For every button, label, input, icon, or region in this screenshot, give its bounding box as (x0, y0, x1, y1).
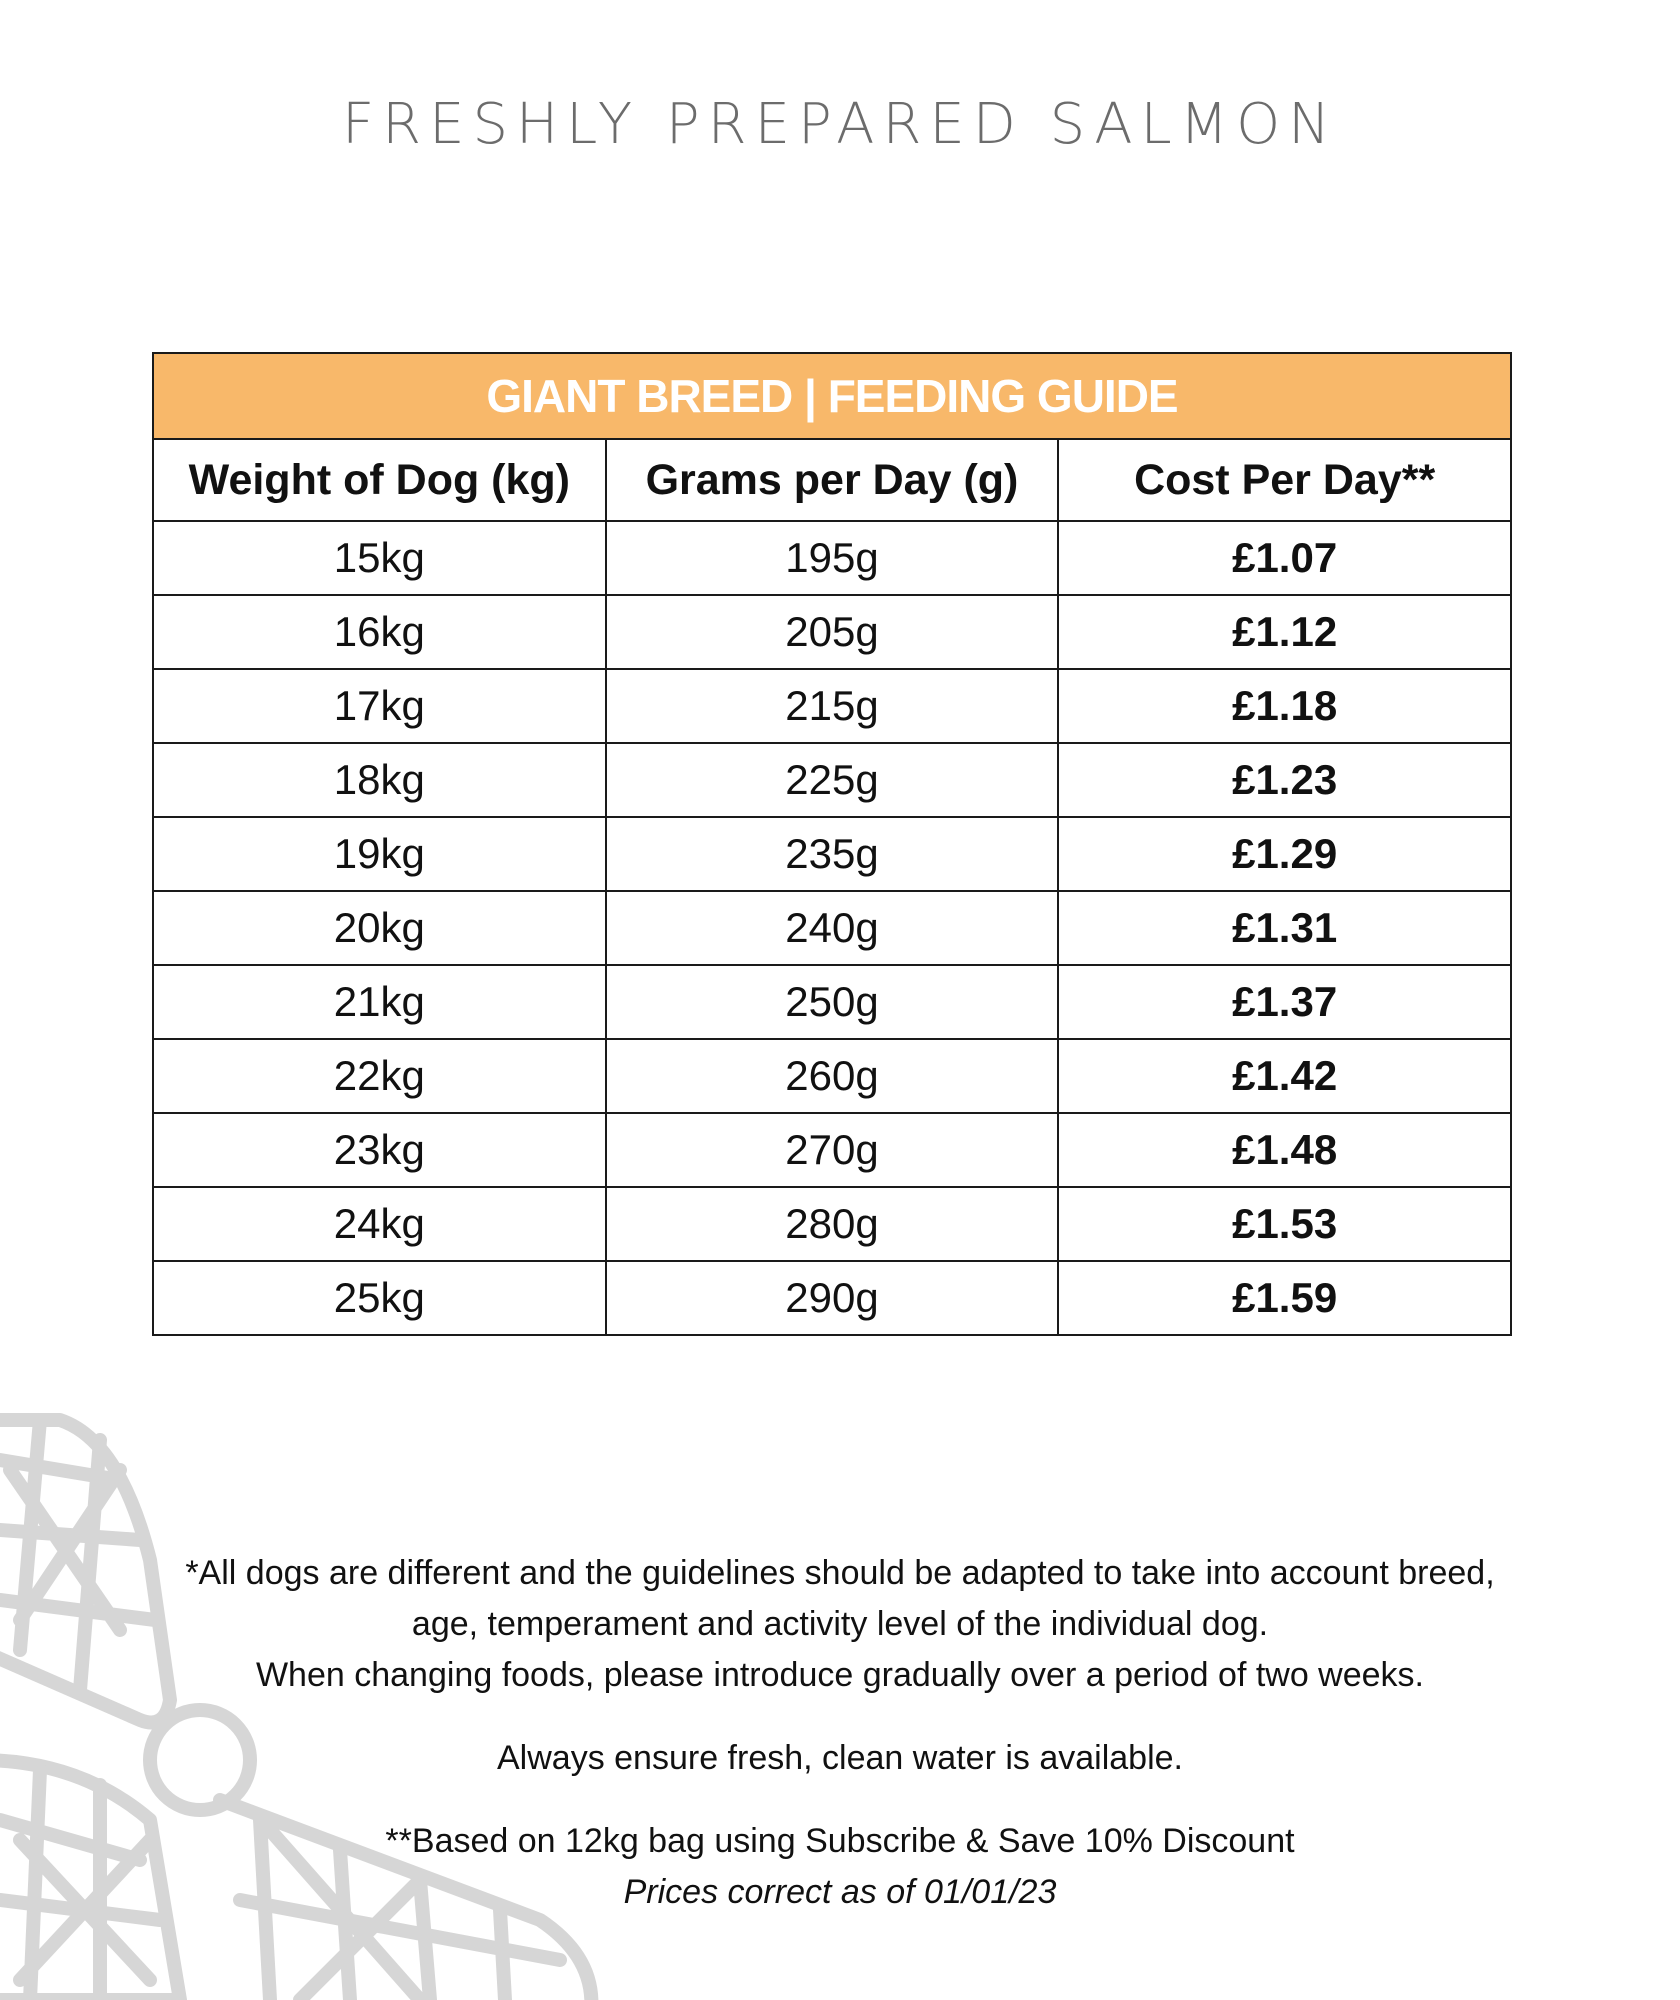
cost-cell: £1.12 (1058, 595, 1511, 669)
cost-cell: £1.07 (1058, 521, 1511, 595)
column-header-weight: Weight of Dog (kg) (153, 439, 606, 521)
footnote-line-3: When changing foods, please introduce gradually over a period of two weeks. (255, 1656, 1425, 1694)
weight-cell: 19kg (153, 817, 606, 891)
table-row (153, 595, 1511, 669)
grams-cell: 290g (606, 1261, 1059, 1335)
weight-cell: 24kg (153, 1187, 606, 1261)
weight-cell: 17kg (153, 669, 606, 743)
cost-cell: £1.29 (1058, 817, 1511, 891)
column-header-grams: Grams per Day (g) (606, 439, 1059, 521)
feeding-guide-table (152, 352, 1512, 1336)
table-row (153, 1039, 1511, 1113)
cost-cell: £1.23 (1058, 743, 1511, 817)
cost-cell: £1.53 (1058, 1187, 1511, 1261)
grams-cell: 250g (606, 965, 1059, 1039)
weight-cell: 15kg (153, 521, 606, 595)
table-row (153, 1261, 1511, 1335)
grams-cell: 235g (606, 817, 1059, 891)
weight-cell: 25kg (153, 1261, 606, 1335)
grams-cell: 260g (606, 1039, 1059, 1113)
column-header-cost: Cost Per Day** (1058, 439, 1511, 521)
weight-cell: 23kg (153, 1113, 606, 1187)
table-row (153, 521, 1511, 595)
table-row (153, 965, 1511, 1039)
footnote-line-1: *All dogs are different and the guidelines should be adapted to take into account breed, (185, 1554, 1495, 1592)
footnotes (100, 1548, 1580, 1918)
page-title: FRESHLY PREPARED SALMON (341, 92, 1339, 157)
cost-cell: £1.31 (1058, 891, 1511, 965)
grams-cell: 205g (606, 595, 1059, 669)
table-row (153, 817, 1511, 891)
weight-cell: 22kg (153, 1039, 606, 1113)
pricing-basis-note: **Based on 12kg bag using Subscribe & Save 10% Discount (385, 1822, 1295, 1860)
weight-cell: 16kg (153, 595, 606, 669)
weight-cell: 21kg (153, 965, 606, 1039)
cost-cell: £1.18 (1058, 669, 1511, 743)
table-row (153, 1187, 1511, 1261)
table-banner: GIANT BREED | FEEDING GUIDE (153, 353, 1511, 439)
grams-cell: 270g (606, 1113, 1059, 1187)
prices-date-note: Prices correct as of 01/01/23 (623, 1873, 1057, 1911)
cost-cell: £1.42 (1058, 1039, 1511, 1113)
footnote-line-2: age, temperament and activity level of the individual dog. (411, 1605, 1269, 1643)
table-row (153, 891, 1511, 965)
grams-cell: 215g (606, 669, 1059, 743)
weight-cell: 18kg (153, 743, 606, 817)
cost-cell: £1.37 (1058, 965, 1511, 1039)
table-row (153, 669, 1511, 743)
grams-cell: 240g (606, 891, 1059, 965)
table-row (153, 1113, 1511, 1187)
table-row (153, 743, 1511, 817)
grams-cell: 280g (606, 1187, 1059, 1261)
cost-cell: £1.59 (1058, 1261, 1511, 1335)
weight-cell: 20kg (153, 891, 606, 965)
water-note: Always ensure fresh, clean water is available. (497, 1739, 1183, 1777)
grams-cell: 225g (606, 743, 1059, 817)
cost-cell: £1.48 (1058, 1113, 1511, 1187)
grams-cell: 195g (606, 521, 1059, 595)
